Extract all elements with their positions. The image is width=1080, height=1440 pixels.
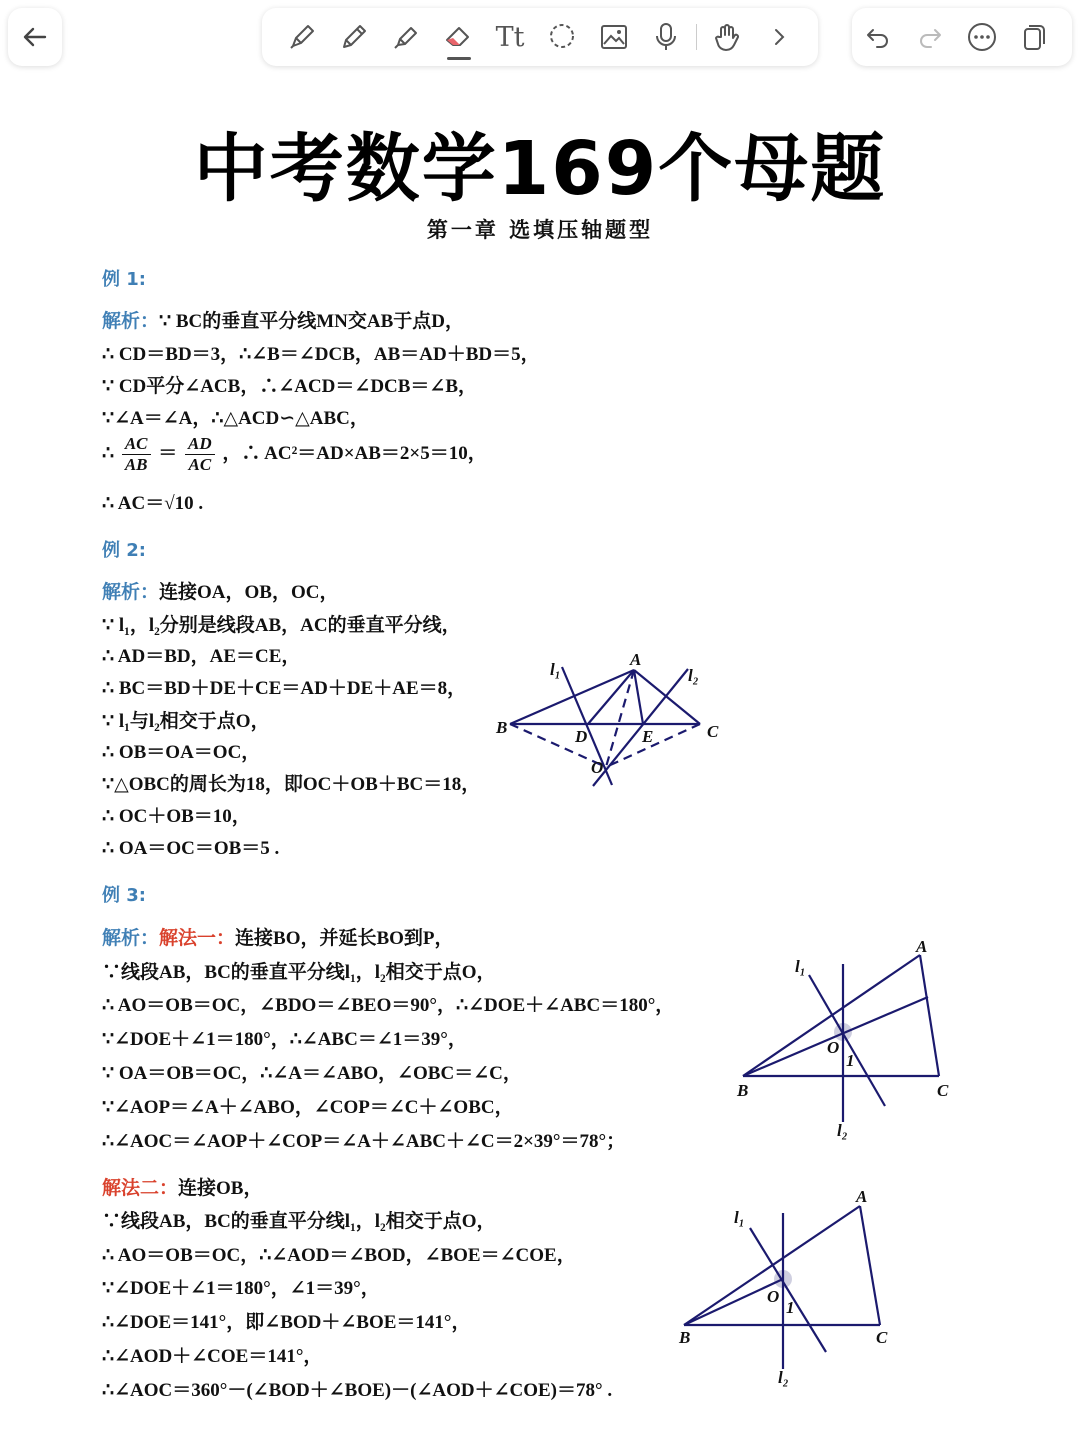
ex3-figure-1 <box>725 935 965 1140</box>
ray-bp <box>743 997 928 1076</box>
angle-label-1: 1 <box>846 1051 855 1070</box>
ex2-line-6: ∴ OB＝OA＝OC， <box>102 742 261 763</box>
ex2-line-5: ∵ l₁与l₂相交于点O， <box>102 711 270 732</box>
toolbar-divider <box>696 24 697 50</box>
point-label-d: D <box>575 727 588 746</box>
ex2-line-2: ∵ l₁，l₂分别是线段AB，AC的垂直平分线， <box>102 615 461 636</box>
method-2-label: 解法二： <box>102 1177 179 1199</box>
highlighter-icon <box>389 20 423 54</box>
ex3-method-2-line-6: ∴∠AOD＋∠COE＝141°， <box>102 1346 323 1367</box>
more-tools-button[interactable] <box>753 11 805 63</box>
frac-denominator: AC <box>188 455 212 474</box>
ex2-geometry-figure <box>490 645 730 795</box>
line-label-l1: l₁ <box>734 1208 745 1227</box>
text-tool[interactable] <box>484 11 536 63</box>
arrow-left-icon <box>20 22 50 52</box>
point-label-b: B <box>679 1328 691 1347</box>
ex2-line-1 <box>102 577 338 604</box>
ex3-line-3: ∴ AO＝OB＝OC，∠BDO＝∠BEO＝90°，∴∠DOE＋∠ABC＝180°， <box>102 995 675 1016</box>
example-2-label: 例 2: <box>102 540 146 561</box>
ex3-line-6: ∵∠AOP＝∠A＋∠ABO，∠COP＝∠C＋∠OBC， <box>102 1097 514 1118</box>
ex1-line-3: ∵ CD平分∠ACB，∴∠ACD＝∠DCB＝∠B， <box>102 376 478 397</box>
ex3-line-4: ∵∠DOE＋∠1＝180°，∴∠ABC＝∠1＝39°， <box>102 1029 467 1050</box>
ex3-method-2-line-2: ∵线段AB，BC的垂直平分线l₁，l₂相交于点O， <box>102 1211 496 1232</box>
active-tool-indicator <box>447 57 471 60</box>
ex2-line-3: ∴ AD＝BD，AE＝CE， <box>102 646 301 667</box>
back-button[interactable] <box>8 8 62 66</box>
jiexi-label: 解析： <box>102 310 160 332</box>
ex3-figure-2 <box>670 1185 910 1390</box>
line-label-l2: l₂ <box>688 666 699 685</box>
image-icon <box>597 20 631 54</box>
pen-icon <box>285 20 319 54</box>
point-label-o: O <box>591 758 604 777</box>
point-label-a: A <box>916 937 928 956</box>
more-button[interactable] <box>956 11 1008 63</box>
jiexi-label: 解析： <box>102 927 160 949</box>
point-label-a: A <box>630 650 642 669</box>
ex1-text-5: ，∴ AC²＝AD×AB＝2×5＝10， <box>222 442 487 464</box>
frac-numerator: AC <box>122 434 151 455</box>
segment-ba <box>510 670 634 724</box>
ex3-method-2-line-4: ∵∠DOE＋∠1＝180°，∠1＝39°， <box>102 1278 380 1299</box>
ex1-text-1: ∵ BC的垂直平分线MN交AB于点D， <box>159 311 465 332</box>
point-label-c: C <box>876 1328 888 1347</box>
segment-ae <box>634 670 643 724</box>
line-l2 <box>593 669 688 786</box>
point-label-e: E <box>642 727 654 746</box>
ex3-line-5: ∵ OA＝OB＝OC，∴∠A＝∠ABO，∠OBC＝∠C， <box>102 1063 522 1084</box>
equals-sign: ＝ <box>158 442 178 464</box>
hand-icon <box>710 20 744 54</box>
point-label-c: C <box>937 1081 949 1100</box>
point-label-b: B <box>737 1081 749 1100</box>
ex3-line-2: ∵线段AB，BC的垂直平分线l₁，l₂相交于点O， <box>102 962 496 983</box>
ex3-text-1: 连接BO，并延长BO到P， <box>235 928 454 949</box>
hand-tool[interactable] <box>701 11 753 63</box>
ex3-line-7: ∴∠AOC＝∠AOP＋∠COP＝∠A＋∠ABC＋∠C＝2×39°＝78°； <box>102 1131 626 1152</box>
undo-icon <box>861 20 895 54</box>
ex1-line-1 <box>102 306 464 333</box>
fraction-ac-ab <box>122 434 151 475</box>
microphone-icon <box>649 20 683 54</box>
lasso-tool[interactable] <box>536 11 588 63</box>
method-1-label: 解法一： <box>159 927 236 949</box>
lasso-icon <box>545 20 579 54</box>
highlighter-tool[interactable] <box>380 11 432 63</box>
ex3-m2-text-1: 连接OB， <box>178 1178 263 1199</box>
chevron-right-icon <box>762 20 796 54</box>
ex1-line-5 <box>102 434 487 475</box>
line-label-l2: l₂ <box>778 1368 789 1387</box>
ex1-therefore: ∴ <box>102 442 115 464</box>
text-icon: Tt <box>495 21 525 53</box>
eraser-tool[interactable] <box>432 11 484 63</box>
example-1-label: 例 1: <box>102 269 146 290</box>
line-label-l1: l₁ <box>795 957 806 976</box>
chapter-heading: 第一章 选填压轴题型 <box>426 217 654 242</box>
ex1-line-2: ∴ CD＝BD＝3，∴∠B＝∠DCB，AB＝AD＋BD＝5， <box>102 344 540 365</box>
ex2-line-9: ∴ OA＝OC＝OB＝5 . <box>102 838 280 859</box>
point-label-b: B <box>496 718 508 737</box>
document-title: 中考数学169个母题 <box>193 126 887 212</box>
angle-label-1: 1 <box>786 1298 795 1317</box>
microphone-tool[interactable] <box>640 11 692 63</box>
fraction-ad-ac <box>185 434 215 475</box>
more-icon <box>965 20 999 54</box>
frac-numerator: AD <box>185 434 215 455</box>
ex3-method-2-line-7: ∴∠AOC＝360°－(∠BOD＋∠BOE)－(∠AOD＋∠COE)＝78° . <box>102 1380 613 1401</box>
point-label-o: O <box>827 1038 840 1057</box>
undo-button[interactable] <box>852 11 904 63</box>
ex3-method-2-line-5: ∴∠DOE＝141°，即∠BOD＋∠BOE＝141°， <box>102 1312 471 1333</box>
ex3-line-1 <box>102 923 454 950</box>
line-label-l1: l₁ <box>550 660 561 679</box>
pen-tool[interactable] <box>276 11 328 63</box>
line-label-l2: l₂ <box>837 1121 848 1140</box>
segment-ac <box>860 1206 880 1325</box>
point-label-o: O <box>767 1287 780 1306</box>
pencil-icon <box>337 20 371 54</box>
ex3-method-2-line-3: ∴ AO＝OB＝OC，∴∠AOD＝∠BOD，∠BOE＝∠COE， <box>102 1245 576 1266</box>
segment-ad <box>588 670 634 724</box>
pages-button[interactable] <box>1008 11 1060 63</box>
action-toolbar <box>852 8 1072 66</box>
line-l1 <box>809 975 885 1106</box>
frac-denominator: AB <box>124 455 148 474</box>
line-l1 <box>562 667 612 785</box>
redo-icon <box>913 20 947 54</box>
ex2-line-8: ∴ OC＋OB＝10， <box>102 806 251 827</box>
pages-icon <box>1017 20 1051 54</box>
point-label-a: A <box>856 1187 868 1206</box>
ex1-line-6: ∴ AC＝√10 . <box>102 493 204 514</box>
segment-ac <box>920 955 939 1076</box>
redo-button[interactable] <box>904 11 956 63</box>
point-label-c: C <box>707 722 719 741</box>
example-3-label: 例 3: <box>102 885 146 906</box>
jiexi-label: 解析： <box>102 581 160 603</box>
ex2-line-4: ∴ BC＝BD＋DE＋CE＝AD＋DE＋AE＝8， <box>102 678 467 699</box>
ex3-method-2-line-1 <box>102 1173 262 1200</box>
eraser-icon <box>441 20 475 54</box>
ex2-line-7: ∵△OBC的周长为18，即OC＋OB＋BC＝18， <box>102 774 481 795</box>
ex2-text-1: 连接OA，OB，OC， <box>159 582 339 603</box>
drawing-toolbar <box>262 8 818 66</box>
pencil-tool[interactable] <box>328 11 380 63</box>
ex1-line-4: ∵∠A＝∠A，∴△ACD∽△ABC， <box>102 408 369 429</box>
image-tool[interactable] <box>588 11 640 63</box>
